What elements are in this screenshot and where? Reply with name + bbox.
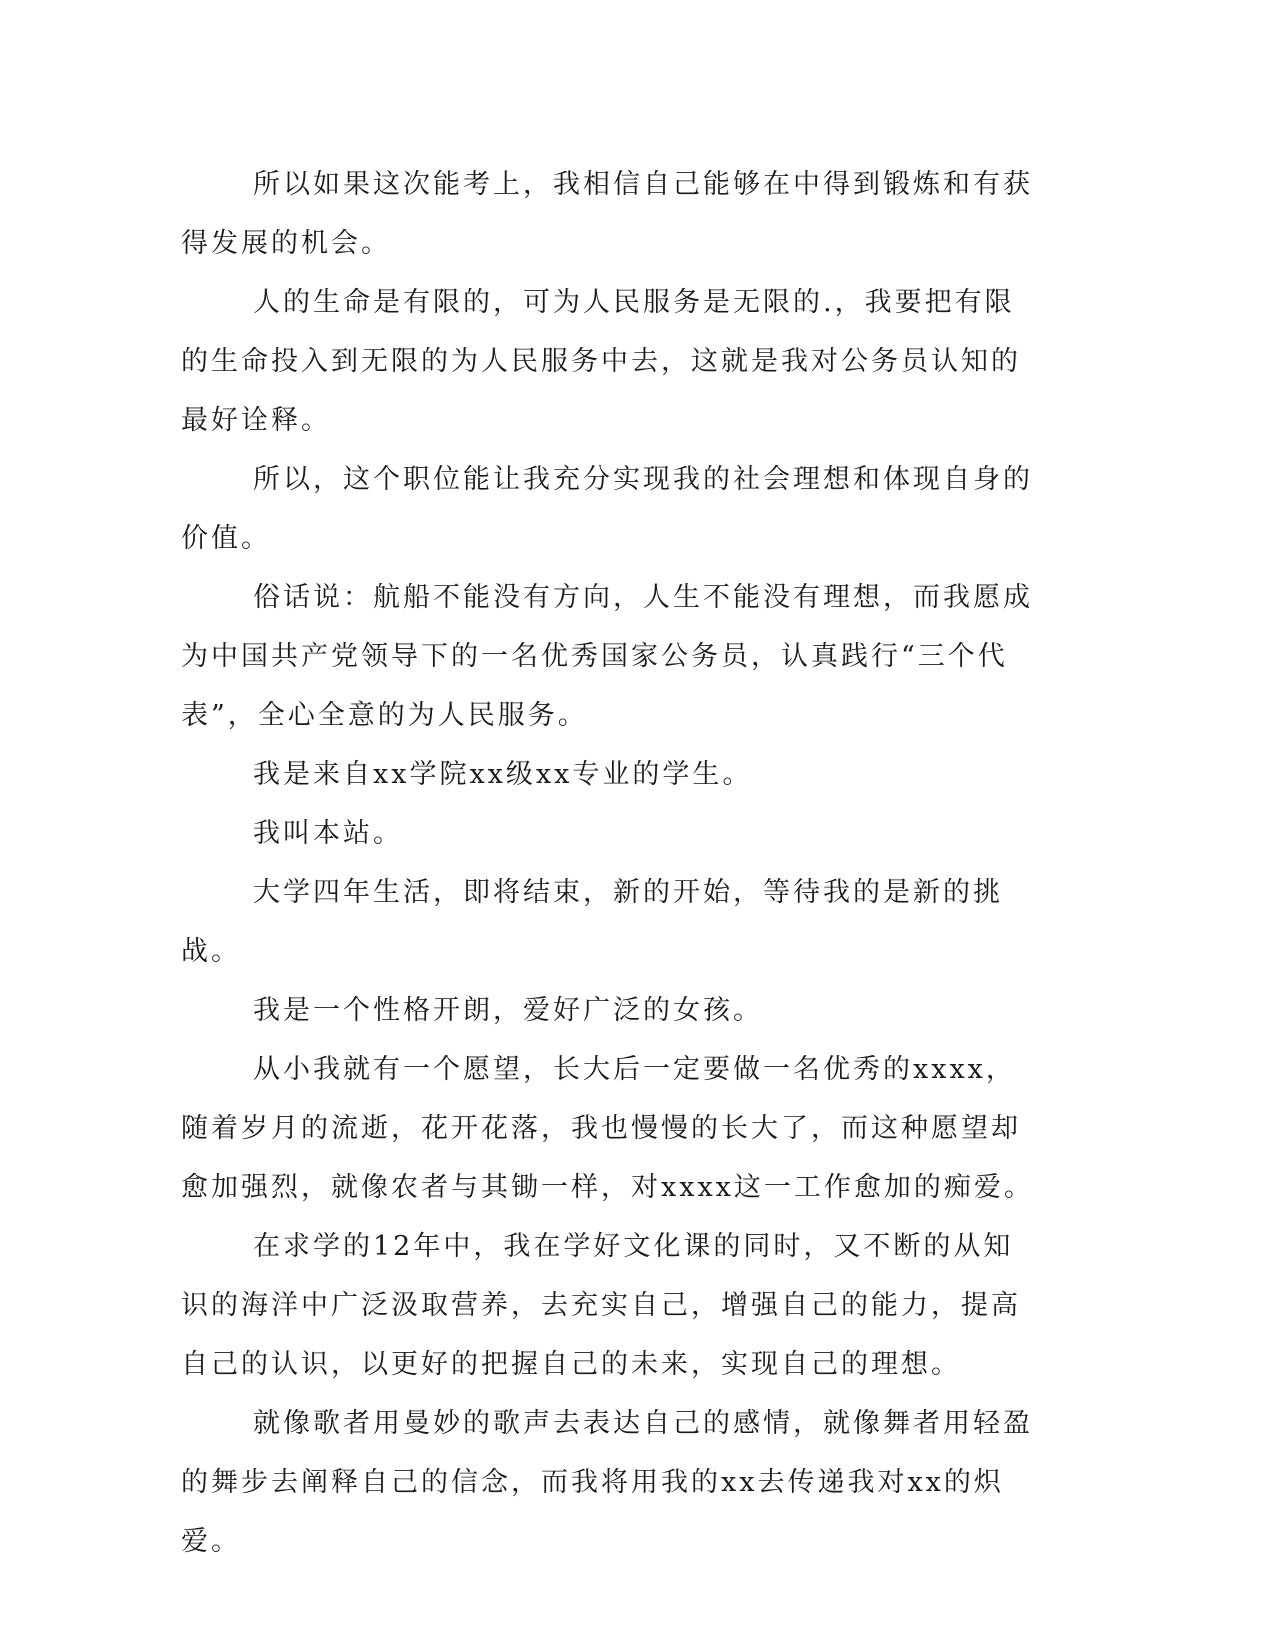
- paragraph: 就像歌者用曼妙的歌声去表达自己的感情，就像舞者用轻盈的舞步去阐释自己的信念，而我将用我的xx去传递我对xx的炽爱。: [181, 1408, 1033, 1557]
- paragraph: 我叫本站。: [253, 818, 403, 849]
- paragraph: 在求学的12年中，我在学好文化课的同时，又不断的从知识的海洋中广泛汲取营养，去充实自己，增强自己的能力，提高自己的认识，以更好的把握自己的未来，实现自己的理想。: [181, 1231, 1021, 1380]
- paragraph: 所以如果这次能考上，我相信自己能够在中得到锻炼和有获得发展的机会。: [181, 169, 1033, 259]
- paragraph: 俗话说：航船不能没有方向，人生不能没有理想，而我愿成为中国共产党领导下的一名优秀国家公务员，认真践行“三个代表”，全心全意的为人民服务。: [181, 582, 1033, 731]
- paragraph: 我是一个性格开朗，爱好广泛的女孩。: [253, 995, 763, 1026]
- paragraph: 人的生命是有限的，可为人民服务是无限的.，我要把有限的生命投入到无限的为人民服务中去，这就是我对公务员认知的最好诠释。: [181, 287, 1021, 436]
- paragraph: 大学四年生活，即将结束，新的开始，等待我的是新的挑战。: [181, 877, 1003, 967]
- paragraph: 我是来自xx学院xx级xx专业的学生。: [253, 759, 753, 790]
- paragraph: 从小我就有一个愿望，长大后一定要做一名优秀的xxxx，随着岁月的流逝，花开花落，我也慢慢的长大了，而这种愿望却愈加强烈，就像农者与其锄一样，对xxxx这一工作愈加的痴爱。: [181, 1054, 1034, 1203]
- paragraph: 所以，这个职位能让我充分实现我的社会理想和体现自身的价值。: [181, 464, 1033, 554]
- document-body: [181, 155, 1041, 1571]
